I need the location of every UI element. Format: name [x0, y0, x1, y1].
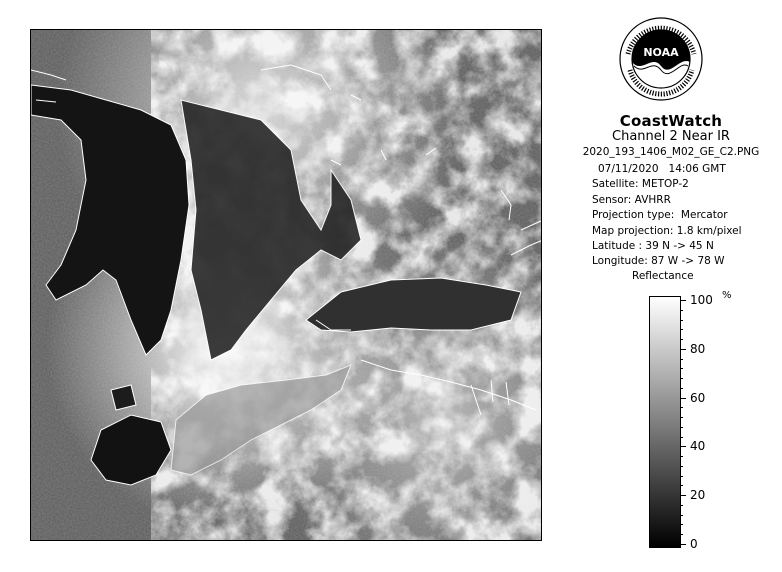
- product-title: CoastWatch: [619, 112, 723, 130]
- colorbar-tick: [680, 446, 686, 447]
- colorbar-tick: [680, 398, 686, 399]
- latitude-text: Latitude : 39 N -> 45 N: [592, 240, 714, 253]
- colorbar-tick-label: 0: [690, 537, 698, 551]
- colorbar-tick-label: 100: [690, 293, 713, 307]
- noaa-logo: [618, 16, 704, 112]
- colorbar-minor-tick: [680, 456, 683, 457]
- colorbar-minor-tick: [680, 505, 683, 506]
- colorbar-minor-tick: [680, 359, 683, 360]
- colorbar-minor-tick: [680, 320, 683, 321]
- reflectance-colorbar: [649, 296, 681, 548]
- colorbar-minor-tick: [680, 524, 683, 525]
- satellite-text: Satellite: METOP-2: [592, 178, 689, 191]
- colorbar-minor-tick: [680, 437, 683, 438]
- colorbar-minor-tick: [680, 466, 683, 467]
- datetime-text: 07/11/2020 14:06 GMT: [598, 163, 726, 175]
- colorbar-unit: %: [722, 290, 732, 301]
- colorbar-tick: [680, 495, 686, 496]
- colorbar-tick: [680, 349, 686, 350]
- map-projection-text: Map projection: 1.8 km/pixel: [592, 224, 742, 237]
- colorbar-minor-tick: [680, 368, 683, 369]
- colorbar-title: Reflectance: [632, 270, 694, 282]
- image-metadata: [592, 162, 742, 270]
- colorbar-minor-tick: [680, 310, 683, 311]
- channel-subtitle: Channel 2 Near IR: [612, 129, 730, 144]
- colorbar-tick: [680, 544, 686, 545]
- colorbar-tick: [680, 300, 686, 301]
- satellite-map: [30, 29, 542, 541]
- colorbar-minor-tick: [680, 329, 683, 330]
- colorbar-tick-label: 40: [690, 439, 706, 453]
- colorbar-minor-tick: [680, 427, 683, 428]
- colorbar-minor-tick: [680, 407, 683, 408]
- colorbar-tick-label: 60: [690, 391, 706, 405]
- projection-type-text: Projection type: Mercator: [592, 209, 728, 222]
- colorbar-minor-tick: [680, 417, 683, 418]
- sensor-text: Sensor: AVHRR: [592, 193, 671, 206]
- noaa-seal-icon: [618, 16, 704, 102]
- longitude-text: Longitude: 87 W -> 78 W: [592, 255, 725, 268]
- colorbar-minor-tick: [680, 339, 683, 340]
- image-filename: 2020_193_1406_M02_GE_C2.PNG: [582, 146, 760, 158]
- satellite-image: [31, 30, 542, 541]
- colorbar-minor-tick: [680, 388, 683, 389]
- colorbar-tick-label: 80: [690, 342, 706, 356]
- colorbar-minor-tick: [680, 476, 683, 477]
- colorbar-minor-tick: [680, 534, 683, 535]
- colorbar-minor-tick: [680, 378, 683, 379]
- colorbar-tick-label: 20: [690, 488, 706, 502]
- colorbar-ticks: [680, 293, 740, 551]
- colorbar-minor-tick: [680, 515, 683, 516]
- colorbar-minor-tick: [680, 485, 683, 486]
- noaa-logo-text: NOAA: [643, 46, 679, 59]
